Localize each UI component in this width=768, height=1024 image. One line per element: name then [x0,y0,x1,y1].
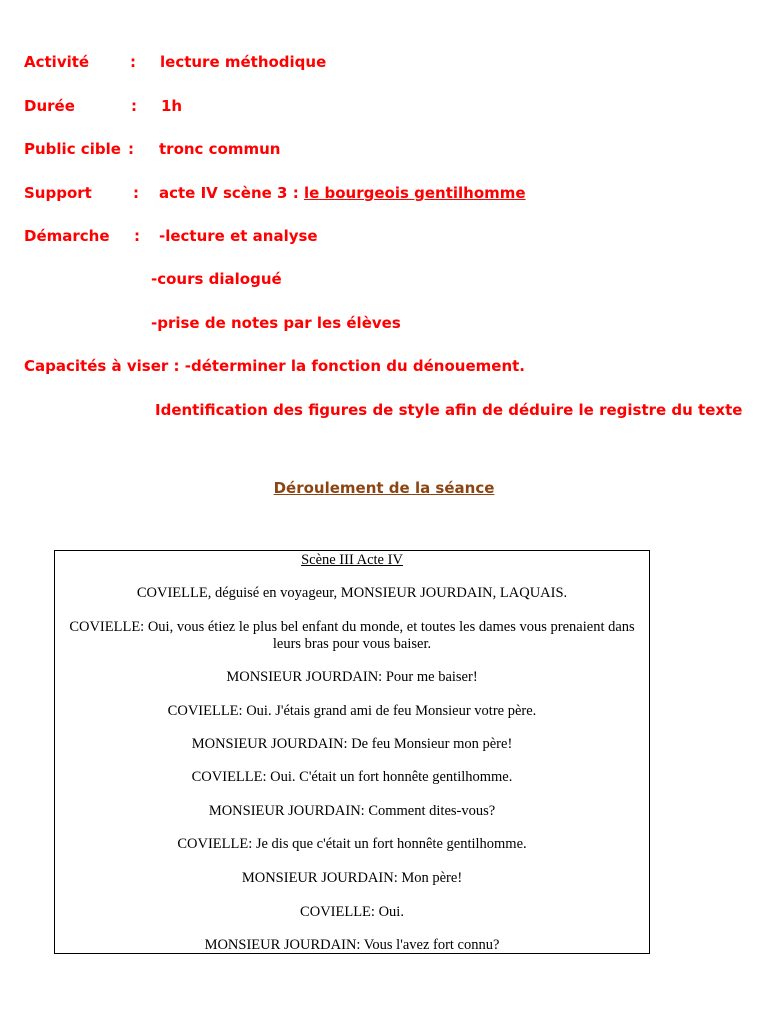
public-sep: : [128,140,134,158]
demarche-item: -cours dialogué [151,270,282,288]
scene-title: Scène III Acte IV [301,552,403,568]
scene-line: MONSIEUR JOURDAIN: Mon père! [241,870,463,886]
activite-sep: : [130,53,136,71]
demarche-label: Démarche [24,227,110,245]
duree-sep: : [131,97,137,115]
demarche-sep: : [134,227,140,245]
activite-label: Activité [24,53,90,71]
activite-value: lecture méthodique [160,53,327,71]
capacites-label: Capacités à viser : [24,357,185,375]
section-title: Déroulement de la séance [273,479,495,497]
scene-line: COVIELLE: Je dis que c'était un fort honnête gentilhomme. [177,836,527,852]
support-sep: : [133,184,139,202]
scene-line: COVIELLE: Oui. C'était un fort honnête gentilhomme. [191,769,513,785]
demarche-item: -lecture et analyse [159,227,318,245]
demarche-item: -prise de notes par les élèves [151,314,401,332]
support-value-prefix: acte IV scène 3 : [159,184,304,202]
scene-line: COVIELLE: Oui. [300,904,404,920]
scene-excerpt-box [54,550,650,954]
public-label: Public cible [24,140,121,158]
support-value [159,184,526,202]
scene-line: MONSIEUR JOURDAIN: De feu Monsieur mon père! [191,736,513,752]
scene-line: MONSIEUR JOURDAIN: Vous l'avez fort connu? [204,937,500,953]
scene-line: COVIELLE, déguisé en voyageur, MONSIEUR JOURDAIN, LAQUAIS. [136,585,568,601]
public-value: tronc commun [159,140,281,158]
duree-value: 1h [161,97,183,115]
scene-line: MONSIEUR JOURDAIN: Comment dites-vous? [208,803,496,819]
scene-line: MONSIEUR JOURDAIN: Pour me baiser! [226,669,478,685]
capacites-item: -déterminer la fonction du dénouement. [184,357,525,375]
duree-label: Durée [24,97,75,115]
capacites-line [24,357,525,375]
support-label: Support [24,184,92,202]
capacites-item: Identification des figures de style afin de déduire le registre du texte [155,401,743,419]
support-work-title: le bourgeois gentilhomme [303,184,526,202]
scene-line: COVIELLE: Oui, vous étiez le plus bel enfant du monde, et toutes les dames vous prenaient dans leurs bras pour vous baiser. [69,619,635,652]
scene-line: COVIELLE: Oui. J'étais grand ami de feu Monsieur votre père. [167,703,537,719]
